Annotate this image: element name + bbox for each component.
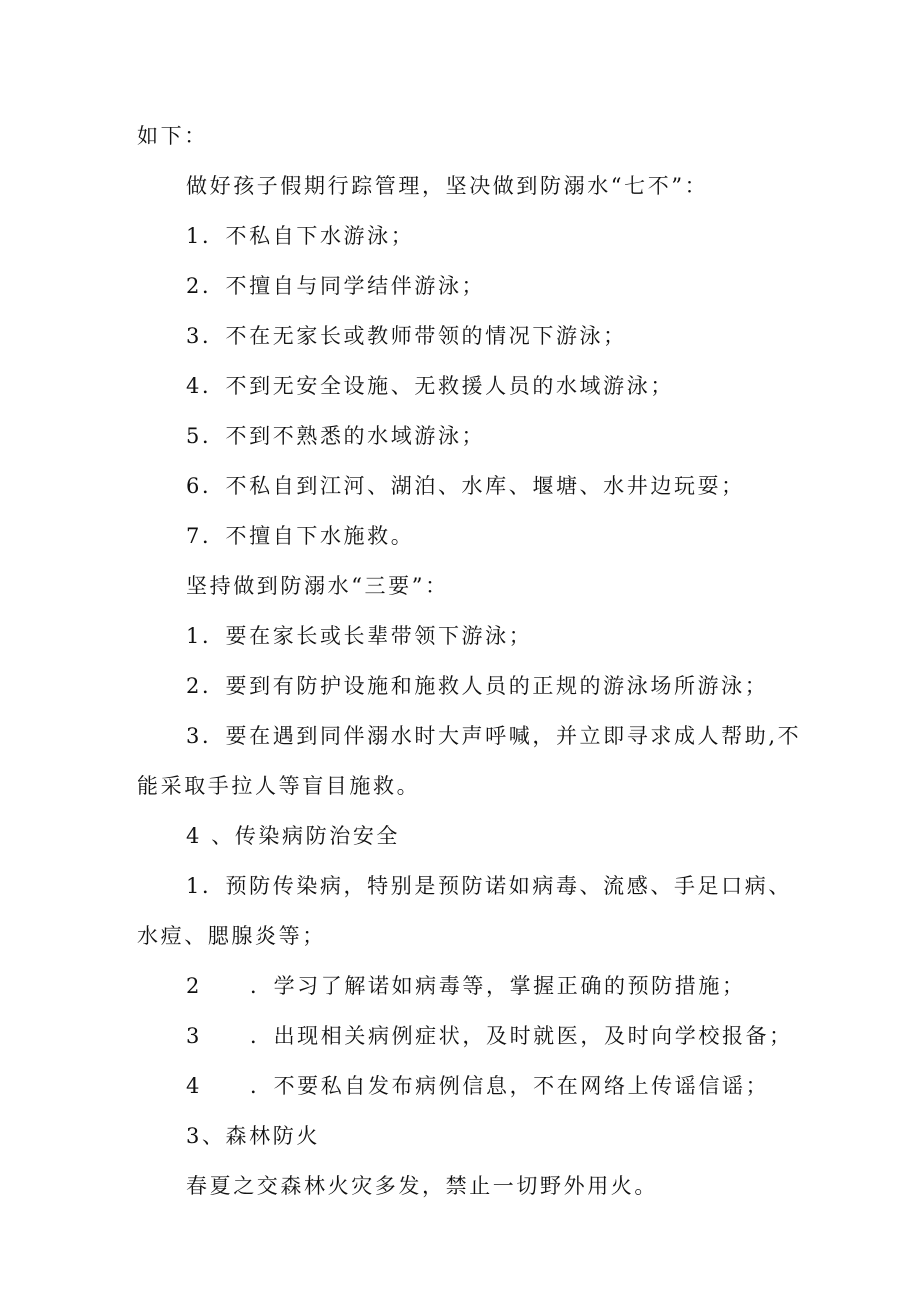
list-item-dont-4: 4．不到无安全设施、无救援人员的水域游泳； — [186, 374, 674, 398]
list-item-disease-1: 1．预防传染病，特别是预防诺如病毒、流感、手足口病、 — [186, 874, 792, 898]
section-heading-disease: 4 、传染病防治安全 — [186, 824, 401, 848]
list-item-dont-3: 3．不在无家长或教师带领的情况下游泳； — [186, 324, 627, 348]
paragraph-intro: 如下： — [137, 124, 208, 148]
list-item-dont-1: 1．不私自下水游泳； — [186, 224, 415, 248]
list-item-must-3-continued: 能采取手拉人等盲目施救。 — [137, 774, 421, 798]
list-text: ．学习了解诺如病毒等，掌握正确的预防措施； — [249, 974, 746, 998]
list-item-dont-7: 7．不擅自下水施救。 — [186, 524, 415, 548]
heading-three-musts: 坚持做到防溺水“三要”： — [186, 574, 449, 598]
list-text: ．出现相关病例症状，及时就医，及时向学校报备； — [249, 1024, 793, 1048]
heading-seven-dont: 做好孩子假期行踪管理，坚决做到防溺水“七不”： — [186, 174, 709, 198]
list-number: 4 — [186, 1074, 202, 1098]
list-item-must-3: 3．要在遇到同伴溺水时大声呼喊，并立即寻求成人帮助,不 — [186, 724, 802, 748]
paragraph-forest-fire: 春夏之交森林火灾多发，禁止一切野外用火。 — [186, 1174, 658, 1198]
list-item-must-2: 2．要到有防护设施和施救人员的正规的游泳场所游泳； — [186, 674, 769, 698]
list-item-disease-2 — [186, 971, 746, 1001]
list-item-disease-4 — [186, 1071, 769, 1101]
list-item-disease-3 — [186, 1021, 793, 1051]
section-heading-forest-fire: 3、森林防火 — [186, 1124, 320, 1148]
list-text: ．不要私自发布病例信息，不在网络上传谣信谣； — [249, 1074, 770, 1098]
list-item-disease-1-continued: 水痘、腮腺炎等； — [137, 924, 326, 948]
list-number: 2 — [186, 974, 202, 998]
list-item-dont-5: 5．不到不熟悉的水域游泳； — [186, 424, 486, 448]
list-item-must-1: 1．要在家长或长辈带领下游泳； — [186, 624, 533, 648]
list-number: 3 — [186, 1024, 202, 1048]
list-item-dont-6: 6．不私自到江河、湖泊、水库、堰塘、水井边玩耍； — [186, 474, 745, 498]
list-item-dont-2: 2．不擅自与同学结伴游泳； — [186, 274, 486, 298]
